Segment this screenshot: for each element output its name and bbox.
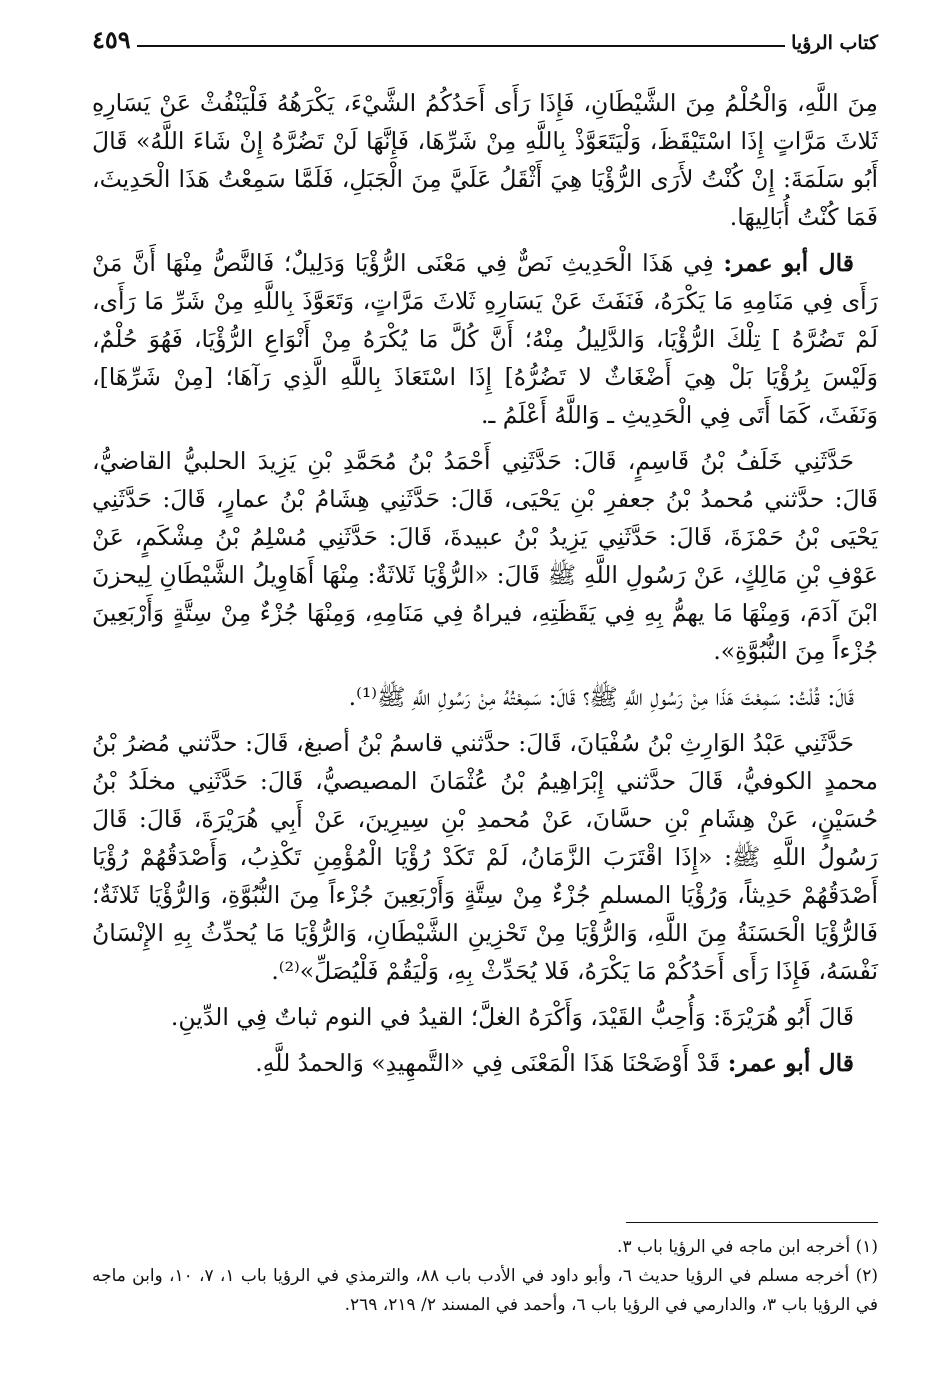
paragraph <box>92 244 878 434</box>
paragraph-text: قَدْ أَوْضَحْنَا هَذَا الْمَعْنَى فِي «التَّمهِيدِ» وَالحمدُ للَّهِ. <box>255 1049 721 1077</box>
paragraph <box>92 678 878 716</box>
paragraph-text: قَالَ أَبُو هُرَيْرَةَ: وَأُحِبُّ القَيْدَ، وَأَكْرَهُ الغلَّ؛ القيدُ في النوم ثباتٌ فِي الدِّينِ. <box>170 1003 854 1031</box>
speaker-label: قال أبو عمر: <box>727 1049 854 1077</box>
body-text <box>92 84 878 1090</box>
footnotes <box>92 1222 878 1320</box>
paragraph-text: قَالَ: قُلْتُ: سَمِعْتَ هَذَا مِنْ رَسُولِ اللَّهِ ﷺ؟ قَالَ: سَمِعْتُهُ مِنْ رَسُولِ اللَّهِ ﷺ⁽¹⁾. <box>348 683 854 711</box>
paragraph-text: فِي هَذَا الْحَدِيثِ نَصٌّ فِي مَعْنَى الرُّؤْيَا وَدَلِيلٌ؛ فَالنَّصُّ مِنْهَا أَنَّ مَنْ رَأَى فِي مَنَامِهِ مَا يَكْرَهُ، فَنَفَثَ عَنْ يَسَارِهِ ثَلاثَ مَرَّاتٍ، وَتَعَوَّذَ بِاللَّهِ مِنْ شَرِّ مَا رَأَى، لَمْ تَضُرَّهُ ] تِلْكَ الرُّؤْيَا، وَالدَّلِيلُ مِنْهُ؛ أَنَّ كُلَّ مَا يُكْرَهُ مِنْ أَنْوَاعِ الرُّؤْيَا، فَهُوَ حُلْمٌ، وَلَيْسَ بِرُؤْيَا بَلْ هِيَ أَضْغَاثٌ لا تَضُرُّهُ] إِذَا اسْتَعَاذَ بِاللَّهِ الَّذِي رَآهَا؛ [مِنْ شَرِّهَا]، وَنَفَثَ، كَمَا أَتَى فِي الْحَدِيثِ ـ وَاللَّهُ أَعْلَمُ ـ. <box>92 249 878 429</box>
paragraph <box>92 442 878 670</box>
paragraph <box>92 1044 878 1082</box>
footnote-rule <box>626 1222 878 1223</box>
running-head <box>92 20 878 54</box>
paragraph <box>92 84 878 236</box>
header-rule <box>137 45 785 47</box>
speaker-label: قال أبو عمر: <box>723 249 854 277</box>
paragraph-text: حَدَّثَنِي عَبْدُ الوَارِثِ بْنُ سُفْيَانَ، قَالَ: حدَّثني قاسمُ بْنُ أصبغ، قَالَ: حدَّثني مُضرُ بْنُ محمدٍ الكوفيُّ، قَالَ حدَّثني إِبْرَاهِيمُ بْنُ عُثْمَانَ المصيصيُّ، قَالَ: حَدَّثَنِي مخلَدُ بْنُ حُسَيْنٍ، عَنْ هِشَامِ بْنِ حسَّانَ، عَنْ مُحمدِ بْنِ سِيرِينَ، عَنْ أَبِي هُرَيْرَةَ، قَالَ: قَالَ رَسُولُ اللَّهِ ﷺ: «إِذَا اقْتَرَبَ الزَّمَانُ، لَمْ تَكَدْ رُؤْيَا الْمُؤْمِنِ تَكْذِبُ، وَأَصْدَقُهُمْ رُؤْيَا أَصْدَقُهُمْ حَدِيثاً، وَرُؤْيَا المسلمِ جُزْءٌ مِنْ سِتَّةٍ وَأَرْبَعِينَ جُزْءاً مِنَ النُّبُوَّةِ، وَالرُّؤْيَا ثَلاثَةٌ؛ فَالرُّؤْيَا الْحَسَنَةُ مِنَ اللَّهِ، وَالرُّؤْيَا مِنْ تَحْزِينِ الشَّيْطَانِ، وَالرُّؤْيَا مَا يُحدِّثُ بِهِ الإِنْسَانُ نَفْسَهُ، فَإِذَا رَأَى أَحَدُكُمْ مَا يَكْرَهُ، فَلا يُحَدِّثْ بِهِ، وَلْيَقُمْ فَلْيُصَلِّ»⁽²⁾. <box>92 729 878 985</box>
page-number: ٤٥٩ <box>92 25 131 54</box>
paragraph-text: مِنَ اللَّهِ، وَالْحُلْمُ مِنَ الشَّيْطَانِ، فَإِذَا رَأَى أَحَدُكُمُ الشَّيْءَ، يَكْرَهُهُ فَلْيَنْفُثْ عَنْ يَسَارِهِ ثَلاثَ مَرَّاتٍ إِذَا اسْتَيْقَظَ، وَلْيَتَعَوَّذْ بِاللَّهِ مِنْ شَرِّهَا، فَإِنَّهَا لَنْ تَضُرَّهُ إِنْ شَاءَ اللَّهُ» قَالَ أَبُو سَلَمَةَ: إِنْ كُنْتُ لأَرَى الرُّؤْيَا هِيَ أَثْقَلُ عَلَيَّ مِنَ الْجَبَلِ، فَلَمَّا سَمِعْتُ هَذَا الْحَدِيثَ، فَمَا كُنْتُ أُبَالِيهَا. <box>92 89 878 231</box>
paragraph-text: حَدَّثَنِي خَلَفُ بْنُ قَاسِمٍ، قَالَ: حَدَّثَنِي أَحْمَدُ بْنُ مُحَمَّدِ بْنِ يَزِيدَ الحلبيُّ القاضيُّ، قَالَ: حدَّثني مُحمدُ بْنُ جعفرِ بْنِ يَحْيَى، قَالَ: حَدَّثَنِي هِشَامُ بْنُ عمارٍ، قَالَ: حَدَّثَنِي يَحْيَى بْنُ حَمْزَةَ، قَالَ: حَدَّثَنِي يَزِيدُ بْنُ عبيدةَ، قَالَ: حَدَّثَنِي مُسْلِمُ بْنُ مِشْكَمٍ، عَنْ عَوْفِ بْنِ مَالِكٍ، عَنْ رَسُولِ اللَّهِ ﷺ قَالَ: «الرُّؤْيَا ثَلاثَةٌ: مِنْهَا أَهَاوِيلُ الشَّيْطَانِ لِيحزنَ ابْنَ آدَمَ، وَمِنْهَا مَا يهمُّ بِهِ فِي يَقَظَتِهِ، فيراهُ فِي مَنَامِهِ، وَمِنْهَا جُزْءٌ مِنْ سِتَّةٍ وَأَرْبَعِينَ جُزْءاً مِنَ النُّبُوَّةِ». <box>92 447 878 665</box>
book-page <box>92 0 878 1393</box>
paragraph <box>92 724 878 990</box>
footnote: (٢) أخرجه مسلم في الرؤيا حديث ٦، وأبو داود في الأدب باب ٨٨، والترمذي في الرؤيا باب ١، ٧، ١٠، وابن ماجه في الرؤيا باب ٣، والدارمي في الرؤيا باب ٦، وأحمد في المسند ٢/ ٢١٩، ٢٦٩. <box>92 1266 879 1315</box>
footnote: (١) أخرجه ابن ماجه في الرؤيا باب ٣. <box>617 1237 878 1257</box>
running-title: كتاب الرؤيا <box>791 32 878 54</box>
paragraph <box>92 998 878 1036</box>
